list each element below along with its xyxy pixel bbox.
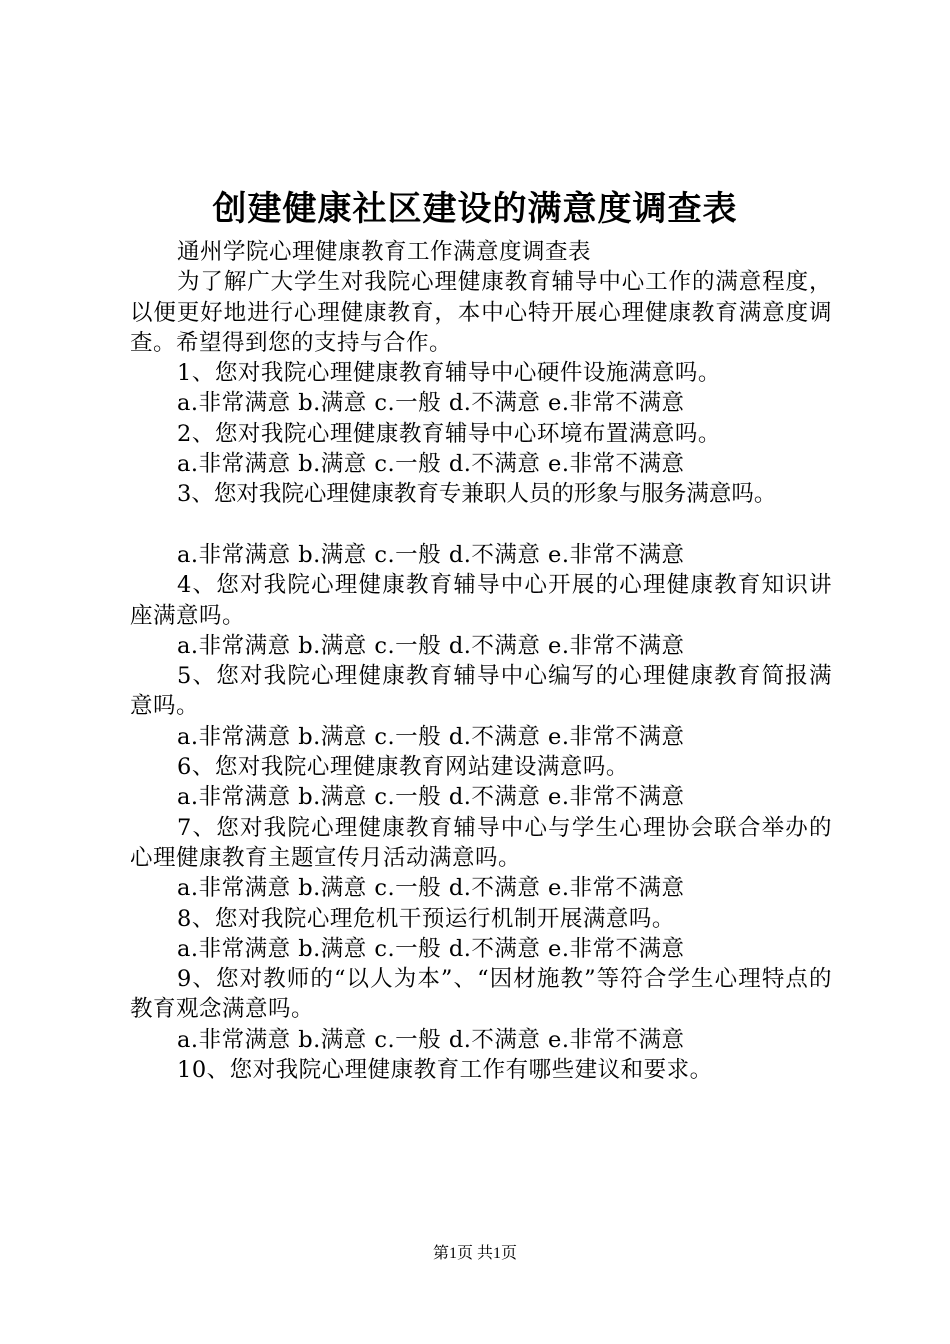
document-title: 创建健康社区建设的满意度调查表: [212, 189, 738, 229]
answer-options-8: a.非常满意 b.满意 c.一般 d.不满意 e.非常不满意: [177, 935, 685, 962]
answer-options-4: a.非常满意 b.满意 c.一般 d.不满意 e.非常不满意: [177, 632, 685, 659]
question-6: 6、您对我院心理健康教育网站建设满意吗。: [177, 754, 629, 781]
question-9: 9、您对教师的“以人为本”、“因材施教”等符合学生心理特点的教育观念满意吗。: [130, 966, 832, 1023]
question-3: 3、您对我院心理健康教育专兼职人员的形象与服务满意吗。: [177, 481, 777, 508]
answer-options-2: a.非常满意 b.满意 c.一般 d.不满意 e.非常不满意: [177, 451, 685, 478]
intro-paragraph: 为了解广大学生对我院心理健康教育辅导中心工作的满意程度，以便更好地进行心理健康教育，本中心特开展心理健康教育满意度调查。希望得到您的支持与合作。: [130, 269, 832, 356]
document-body: [130, 237, 832, 1085]
question-7: 7、您对我院心理健康教育辅导中心与学生心理协会联合举办的心理健康教育主题宣传月活动满意吗。: [130, 814, 832, 871]
answer-options-6: a.非常满意 b.满意 c.一般 d.不满意 e.非常不满意: [177, 784, 685, 811]
question-8: 8、您对我院心理危机干预运行机制开展满意吗。: [177, 905, 675, 932]
answer-options-9: a.非常满意 b.满意 c.一般 d.不满意 e.非常不满意: [177, 1026, 685, 1053]
answer-options-1: a.非常满意 b.满意 c.一般 d.不满意 e.非常不满意: [177, 390, 685, 417]
question-2: 2、您对我院心理健康教育辅导中心环境布置满意吗。: [177, 420, 721, 447]
question-10: 10、您对我院心理健康教育工作有哪些建议和要求。: [177, 1057, 713, 1084]
question-5: 5、您对我院心理健康教育辅导中心编写的心理健康教育简报满意吗。: [130, 663, 832, 720]
answer-options-3: a.非常满意 b.满意 c.一般 d.不满意 e.非常不满意: [177, 541, 685, 568]
question-1: 1、您对我院心理健康教育辅导中心硬件设施满意吗。: [177, 360, 721, 387]
blank-line: [130, 510, 832, 540]
page-footer: 第1页 共1页: [432, 1245, 517, 1262]
subtitle: 通州学院心理健康教育工作满意度调查表: [177, 239, 592, 265]
answer-options-7: a.非常满意 b.满意 c.一般 d.不满意 e.非常不满意: [177, 875, 685, 902]
answer-options-5: a.非常满意 b.满意 c.一般 d.不满意 e.非常不满意: [177, 723, 685, 750]
question-4: 4、您对我院心理健康教育辅导中心开展的心理健康教育知识讲座满意吗。: [130, 572, 832, 629]
